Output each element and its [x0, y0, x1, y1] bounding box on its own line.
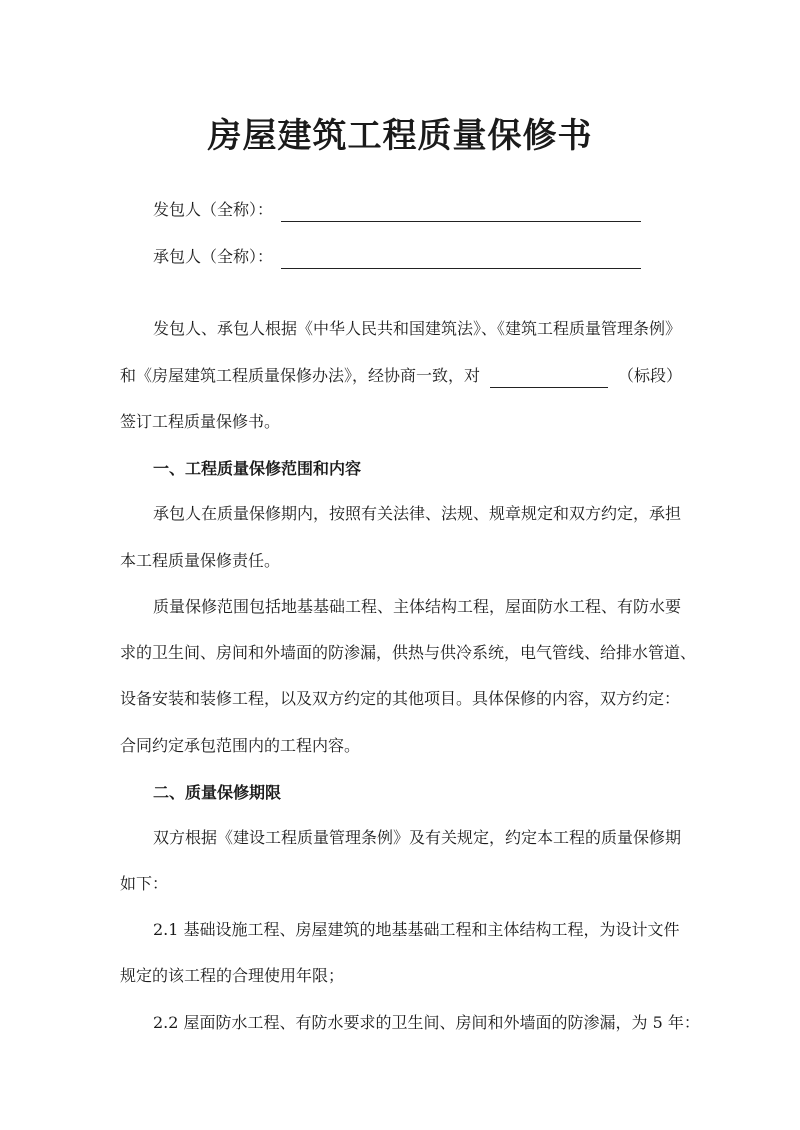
- section-blank-line: [490, 371, 608, 388]
- employer-field: [153, 198, 641, 222]
- contractor-blank-line: [281, 250, 641, 269]
- section-1-p2-line1: 质量保修范围包括地基基础工程、主体结构工程，屋面防水工程、有防水要: [153, 597, 682, 616]
- contractor-label: 承包人（全称）：: [153, 247, 274, 266]
- section-1-p1-line1: 承包人在质量保修期内，按照有关法律、法规、规章规定和双方约定，承担: [153, 504, 682, 523]
- section-1-p2-line3: 设备安装和装修工程，以及双方约定的其他项目。具体保修的内容，双方约定：: [120, 689, 681, 708]
- section-2-item2-line1: 2.2 屋面防水工程、有防水要求的卫生间、房间和外墙面的防渗漏，为 5 年：: [153, 1013, 700, 1032]
- section-2-heading: 二、质量保修期限: [153, 783, 282, 802]
- section-1-p1-line2: 本工程质量保修责任。: [120, 551, 281, 570]
- contractor-field: [153, 245, 641, 269]
- section-2-item1-line2: 规定的该工程的合理使用年限；: [120, 966, 345, 985]
- intro-line-2-text: 和《房屋建筑工程质量保修办法》，经协商一致，对: [120, 366, 481, 385]
- section-1-heading: 一、工程质量保修范围和内容: [153, 459, 362, 478]
- intro-line-2: [120, 364, 682, 388]
- intro-line-2-suffix: （标段）: [618, 366, 683, 385]
- intro-line-3: 签订工程质量保修书。: [120, 412, 281, 431]
- document-title: 房屋建筑工程质量保修书: [207, 116, 593, 156]
- employer-blank-line: [281, 203, 641, 222]
- section-1-p2-line4: 合同约定承包范围内的工程内容。: [120, 736, 361, 755]
- section-2-p1-line1: 双方根据《建设工程质量管理条例》及有关规定，约定本工程的质量保修期: [153, 828, 682, 847]
- section-1-p2-line2: 求的卫生间、房间和外墙面的防渗漏，供热与供冷系统，电气管线、给排水管道、: [120, 643, 697, 662]
- intro-line-1: 发包人、承包人根据《中华人民共和国建筑法》、《建筑工程质量管理条例》: [153, 319, 682, 338]
- section-2-p1-line2: 如下：: [120, 874, 169, 893]
- employer-label: 发包人（全称）：: [153, 200, 274, 219]
- section-2-item1-line1: 2.1 基础设施工程、房屋建筑的地基基础工程和主体结构工程，为设计文件: [153, 920, 680, 939]
